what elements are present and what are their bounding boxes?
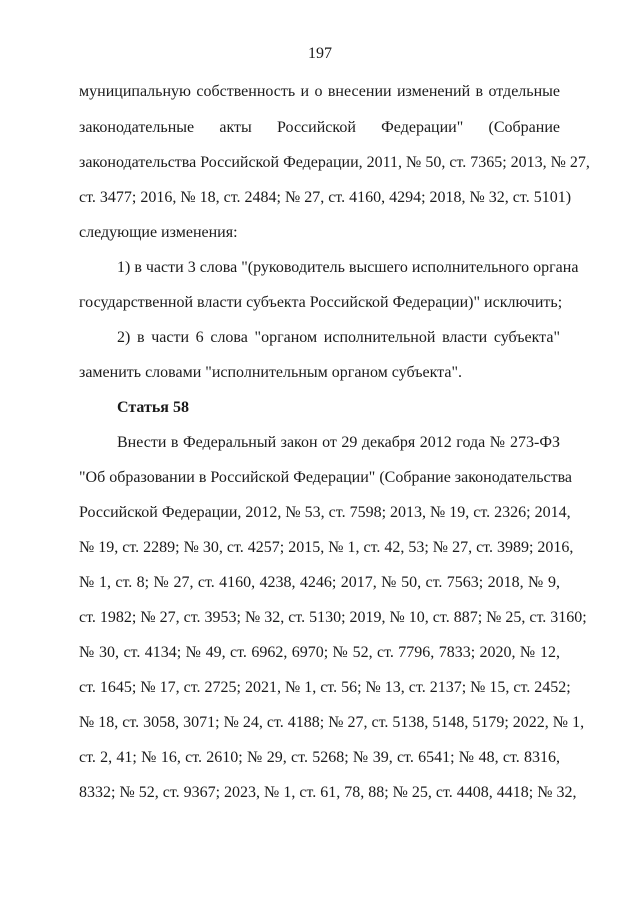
article-heading: Статья 58 [117, 399, 189, 416]
text-line: ст. 1645; № 17, ст. 2725; 2021, № 1, ст. 56; № 13, ст. 2137; № 15, ст. 2452; [79, 679, 571, 696]
text-line: ст. 2, 41; № 16, ст. 2610; № 29, ст. 5268; № 39, ст. 6541; № 48, ст. 8316, [79, 749, 560, 766]
text-line: № 19, ст. 2289; № 30, ст. 4257; 2015, № 1, ст. 42, 53; № 27, ст. 3989; 2016, [79, 539, 574, 556]
text-line: ст. 3477; 2016, № 18, ст. 2484; № 27, ст. 4160, 4294; 2018, № 32, ст. 5101) [79, 189, 572, 206]
text-line: № 30, ст. 4134; № 49, ст. 6962, 6970; № 52, ст. 7796, 7833; 2020, № 12, [79, 644, 560, 661]
text-line: № 18, ст. 3058, 3071; № 24, ст. 4188; № 27, ст. 5138, 5148, 5179; 2022, № 1, [79, 714, 585, 731]
text-line: следующие изменения: [79, 224, 238, 241]
text-line: законодательные акты Российской Федерации" (Собрание [79, 119, 560, 136]
text-line: заменить словами "исполнительным органом субъекта". [79, 364, 462, 381]
text-line: Российской Федерации, 2012, № 53, ст. 7598; 2013, № 19, ст. 2326; 2014, [79, 504, 571, 521]
text-line: государственной власти субъекта Российской Федерации)" исключить; [79, 294, 563, 311]
text-line: "Об образовании в Российской Федерации" (Собрание законодательства [79, 469, 573, 486]
text-line: № 1, ст. 8; № 27, ст. 4160, 4238, 4246; 2017, № 50, ст. 7563; 2018, № 9, [79, 574, 560, 591]
text-line: муниципальную собственность и о внесении изменений в отдельные [79, 83, 560, 100]
text-line: законодательства Российской Федерации, 2011, № 50, ст. 7365; 2013, № 27, [79, 154, 590, 171]
text-line: ст. 1982; № 27, ст. 3953; № 32, ст. 5130; 2019, № 10, ст. 887; № 25, ст. 3160; [79, 609, 587, 626]
text-line: 8332; № 52, ст. 9367; 2023, № 1, ст. 61, 78, 88; № 25, ст. 4408, 4418; № 32, [79, 784, 577, 801]
list-item-1: 1) в части 3 слова "(руководитель высшего исполнительного органа [117, 259, 579, 276]
page-number: 197 [308, 45, 332, 62]
list-item-2: 2) в части 6 слова "органом исполнительной власти субъекта" [117, 329, 560, 346]
text-line: Внести в Федеральный закон от 29 декабря 2012 года № 273-ФЗ [117, 434, 560, 451]
